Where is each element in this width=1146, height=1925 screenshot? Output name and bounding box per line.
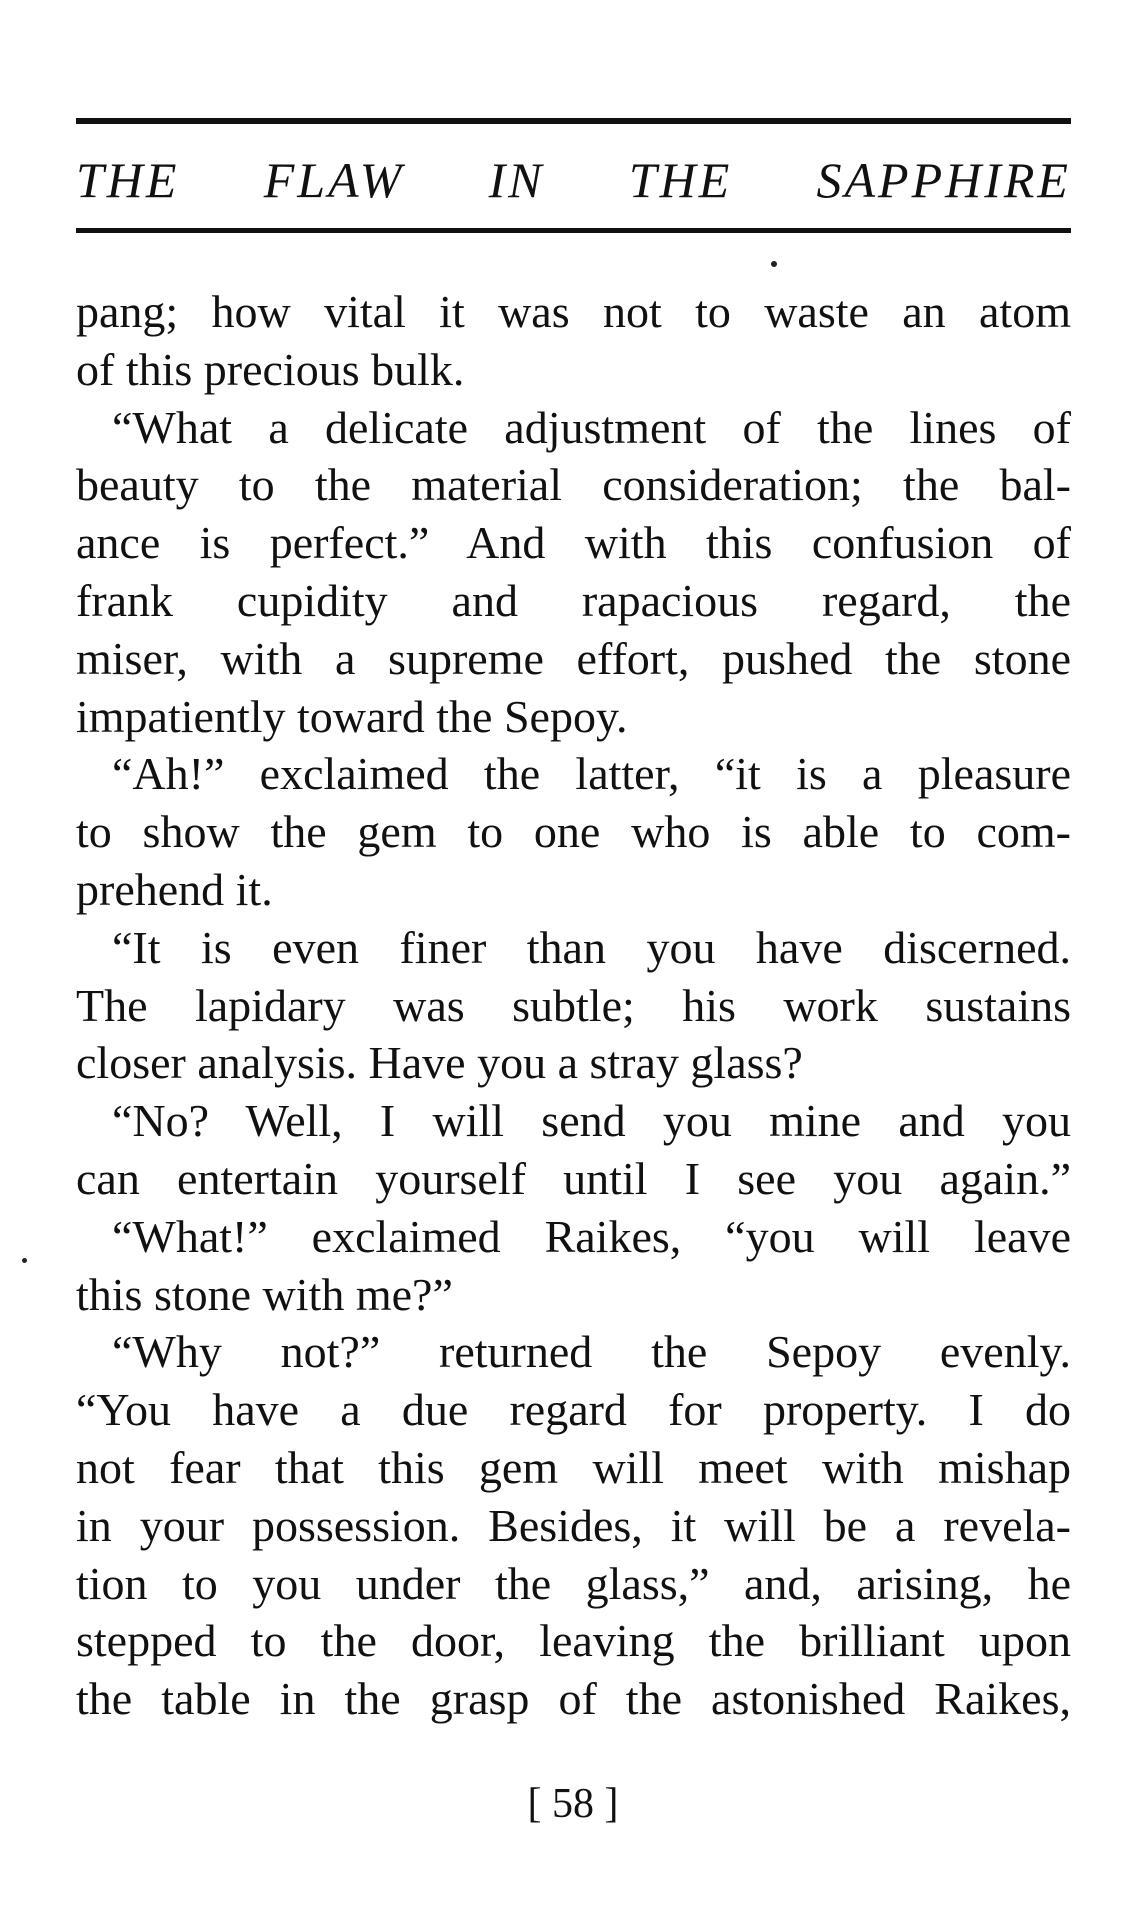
text-line: “Why not?” returned the Sepoy evenly.	[112, 1326, 1071, 1378]
text-line: “You have a due regard for property. I do	[76, 1384, 1071, 1436]
text-line: of this precious bulk.	[76, 343, 465, 395]
print-speck	[771, 261, 777, 267]
text-line: “What a delicate adjustment of the lines of	[112, 401, 1071, 453]
print-speck	[22, 1258, 27, 1263]
text-line: pang; how vital it was not to waste an atom	[76, 286, 1071, 337]
running-head-word: FLAW	[263, 152, 405, 208]
text-line: this stone with me?”	[76, 1268, 453, 1320]
running-head	[76, 150, 1071, 210]
running-head-word: SAPPHIRE	[816, 152, 1071, 208]
page-number: [ 58 ]	[527, 1781, 619, 1827]
text-line: The lapidary was subtle; his work sustains	[76, 979, 1071, 1031]
running-head-word: THE	[76, 152, 180, 208]
text-line: in your possession. Besides, it will be a revela-	[76, 1499, 1071, 1551]
text-line: miser, with a supreme effort, pushed the stone	[76, 632, 1071, 684]
text-line: impatiently toward the Sepoy.	[76, 690, 628, 742]
text-line: frank cupidity and rapacious regard, the	[76, 574, 1071, 626]
text-line: “No? Well, I will send you mine and you	[112, 1095, 1071, 1147]
text-line: “What!” exclaimed Raikes, “you will leave	[112, 1210, 1071, 1262]
text-line: closer analysis. Have you a stray glass?	[76, 1037, 803, 1089]
text-line: to show the gem to one who is able to com-	[76, 806, 1071, 858]
body-text	[76, 283, 1071, 1728]
header-rule-top	[76, 118, 1071, 124]
text-line: not fear that this gem will meet with mishap	[76, 1441, 1071, 1493]
text-line: the table in the grasp of the astonished Raikes,	[76, 1673, 1071, 1725]
text-line: can entertain yourself until I see you again.”	[76, 1152, 1071, 1204]
text-line: beauty to the material consideration; the bal-	[76, 459, 1071, 511]
header-rule-bottom	[76, 228, 1071, 233]
text-line: “It is even finer than you have discerned.	[112, 921, 1071, 973]
text-line: prehend it.	[76, 863, 273, 915]
running-head-word: IN	[488, 152, 545, 208]
running-head-word: THE	[628, 152, 733, 208]
text-line: tion to you under the glass,” and, arising, he	[76, 1557, 1071, 1609]
text-line: stepped to the door, leaving the brilliant upon	[76, 1615, 1071, 1667]
text-line: ance is perfect.” And with this confusion of	[76, 517, 1071, 569]
text-line: “Ah!” exclaimed the latter, “it is a pleasure	[112, 748, 1071, 800]
